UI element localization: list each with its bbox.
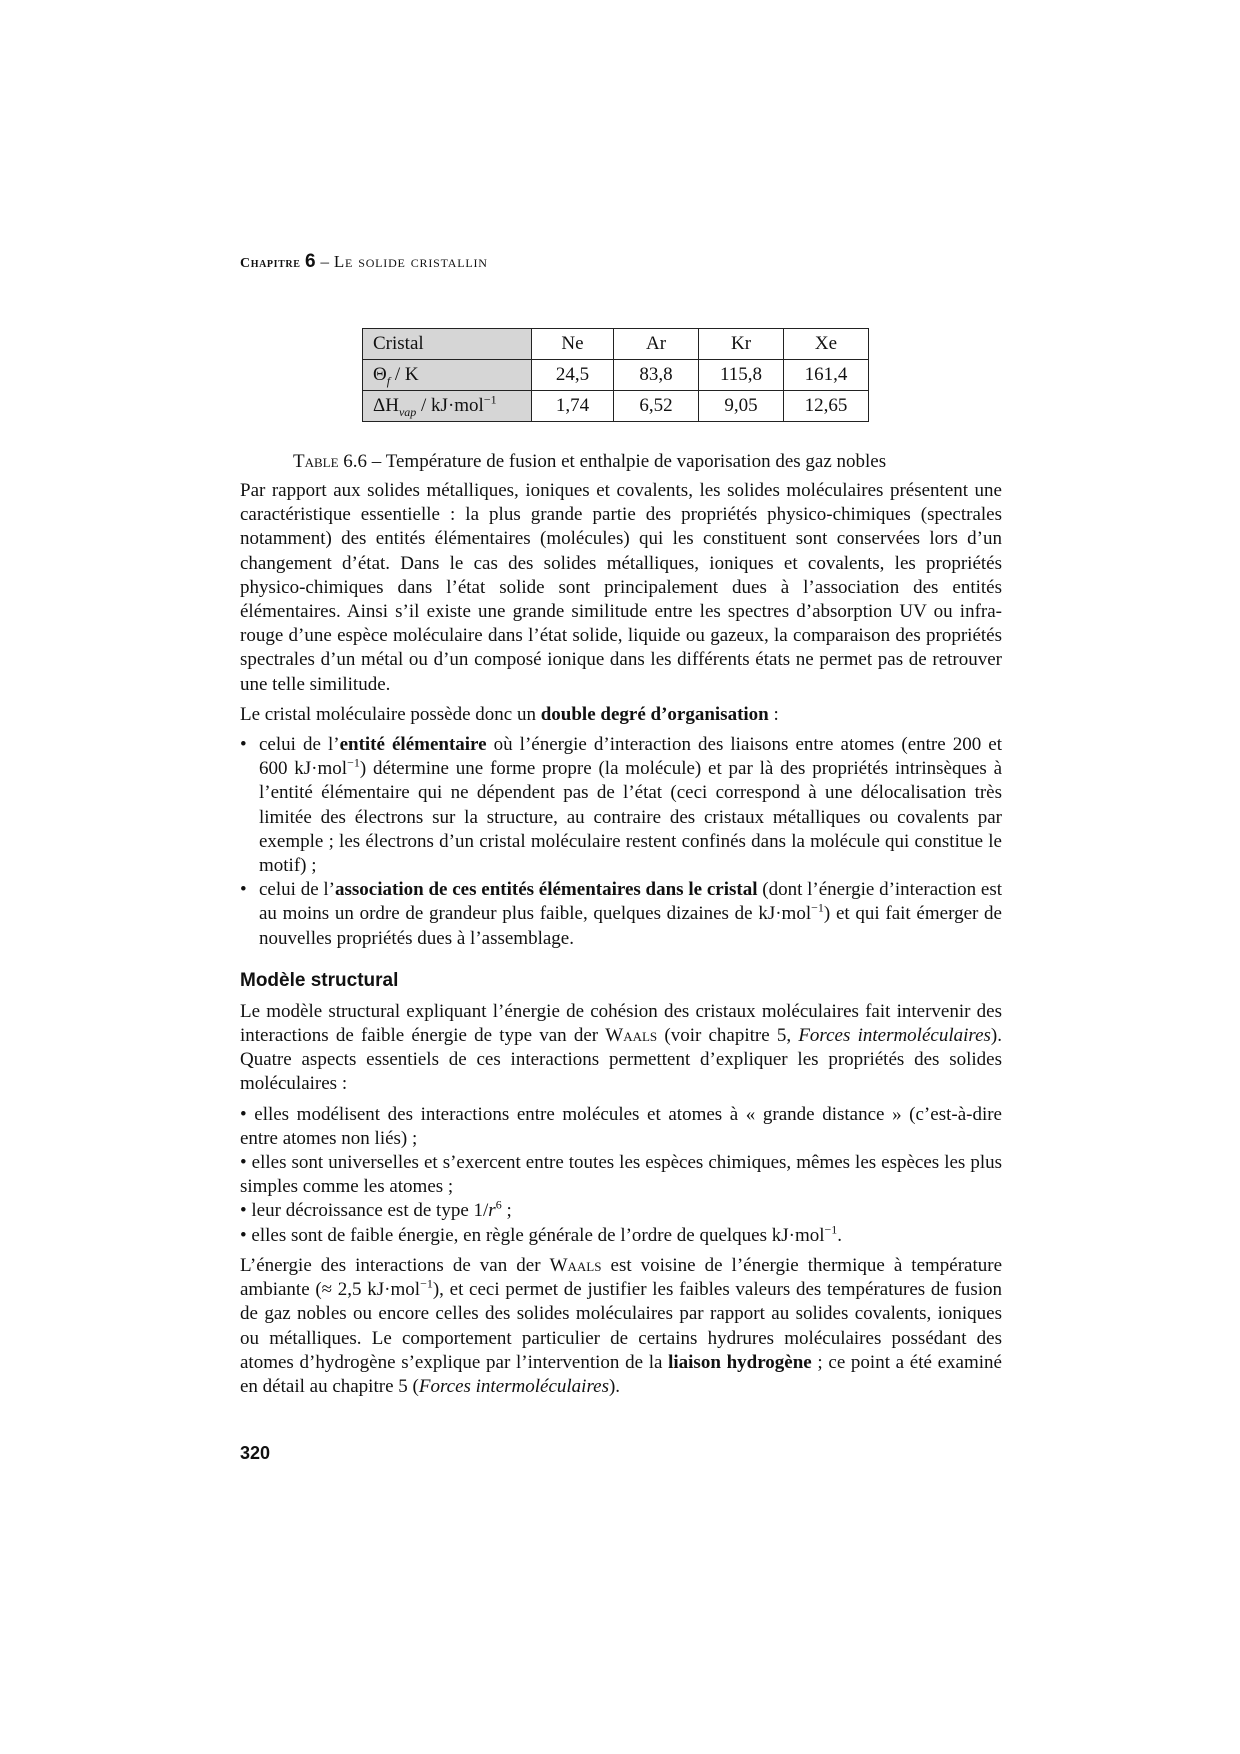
table-cell: 9,05 xyxy=(699,391,784,422)
table-caption-label: Table 6.6 xyxy=(293,451,368,472)
running-head xyxy=(240,251,488,273)
paragraph: Le cristal moléculaire possède donc un double degré d’organisation : xyxy=(240,703,779,725)
table-header-cell: Ne xyxy=(532,329,614,360)
table-header-cell: Cristal xyxy=(363,329,532,360)
table-cell: 161,4 xyxy=(784,360,869,391)
table-header-cell: Ar xyxy=(614,329,699,360)
table-cell: 6,52 xyxy=(614,391,699,422)
list-item: • elles sont universelles et s’exercent entre toutes les espèces chimiques, mêmes les espèces les plus simples comme les atomes ; xyxy=(240,1152,1002,1198)
page-number: 320 xyxy=(240,1443,271,1463)
table-row xyxy=(363,391,869,422)
running-head-chapter-number: 6 xyxy=(305,251,316,272)
section-heading: Modèle structural xyxy=(240,969,399,991)
running-head-separator: – xyxy=(320,252,330,271)
table-row-label: $\Delta H_{vap} / kJ\cdot mol^{-1}$ xyxy=(363,391,532,422)
table-row-label: $\Theta_f$ / K xyxy=(363,360,532,391)
table-row xyxy=(363,360,869,391)
table-cell: 12,65 xyxy=(784,391,869,422)
organisation-list xyxy=(240,733,1002,951)
list-item: • elles sont de faible énergie, en règle générale de l’ordre de quelques kJ·mol$^{-1}$. xyxy=(240,1222,843,1246)
table-header-row xyxy=(363,329,869,360)
table-cell: 1,74 xyxy=(532,391,614,422)
paragraph: Le modèle structural expliquant l’énergie de cohésion des cristaux moléculaires fait intervenir des interactions de faible énergie de type van der Waals (voir chapitre 5, Forces intermoléculaires). Quatre aspects essentiels de ces interactions permettent d’expliquer les propriétés des solides moléculaires : xyxy=(240,1000,1002,1095)
table-cell: 83,8 xyxy=(614,360,699,391)
list-item: • celui de l’entité élémentaire où l’énergie d’interaction des liaisons entre atomes (entre 200 et 600 kJ·mol$^{-1}$) détermine une forme propre (la molécule) et par là des propriétés intrinsèques à l’entité élémentaire qui ne dépendent pas de l’état (ceci correspond à une délocalisation très limitée des électrons sur la structure, au contraire des cristaux métalliques ou covalents par exemple ; les électrons d’un cristal moléculaire restent confinés dans la molécule qui constitue le motif) ; xyxy=(240,734,1003,877)
table-cell: 115,8 xyxy=(699,360,784,391)
table-header-cell: Kr xyxy=(699,329,784,360)
running-head-chapter-word: Chapitre xyxy=(240,256,301,271)
running-head-chapter-title: Le solide cristallin xyxy=(333,252,488,271)
aspects-list xyxy=(240,1103,1002,1248)
noble-gas-table xyxy=(362,328,869,422)
paragraph: L’énergie des interactions de van der Waals est voisine de l’énergie thermique à température ambiante (≈ 2,5 kJ·mol$^{-1}$), et ceci permet de justifier les faibles valeurs des températures de fusion de gaz nobles ou encore celles des solides moléculaires par rapport au solides covalents, ioniques ou métalliques. Le comportement particulier de certains hydrures moléculaires possédant des atomes d’hydrogène s’explique par l’intervention de la liaison hydrogène ; ce point a été examiné en détail au chapitre 5 (Forces intermoléculaires). xyxy=(240,1254,1003,1397)
table-caption-text: Température de fusion et enthalpie de vaporisation des gaz nobles xyxy=(385,451,887,472)
paragraph: Par rapport aux solides métalliques, ioniques et covalents, les solides moléculaires présentent une caractéristique essentielle : la plus grande partie des propriétés physico-chimiques (spectrales notamment) des entités élémentaires (molécules) qui les constituent sont conservées lors d’un changement d’état. Dans le cas des solides métalliques, ioniques et covalents, les propriétés physico-chimiques dans l’état solide sont principalement dues à l’association des entités élémentaires. Ainsi s’il existe une grande similitude entre les spectres d’absorption UV ou infra-rouge d’une espèce moléculaire dans l’état solide, liquide ou gazeux, la comparaison des propriétés spectrales d’un métal ou d’un composé ionique dans les différents états ne permet pas de retrouver une telle similitude. xyxy=(240,480,1002,695)
list-item: • elles modélisent des interactions entre molécules et atomes à « grande distance » (c’est-à-dire entre atomes non liés) ; xyxy=(240,1103,1002,1149)
list-item: • leur décroissance est de type $1/r^6$ ; xyxy=(240,1198,512,1222)
body-text xyxy=(240,479,1002,1405)
table-caption: Table 6.6 – Température de fusion et enthalpie de vaporisation des gaz nobles xyxy=(293,451,887,472)
table-header-cell: Xe xyxy=(784,329,869,360)
list-item: • celui de l’association de ces entités élémentaires dans le cristal (dont l’énergie d’interaction est au moins un ordre de grandeur plus faible, quelques dizaines de kJ·mol$^{-1}$) et qui fait émerger de nouvelles propriétés dues à l’assemblage. xyxy=(240,879,1003,949)
table-cell: 24,5 xyxy=(532,360,614,391)
